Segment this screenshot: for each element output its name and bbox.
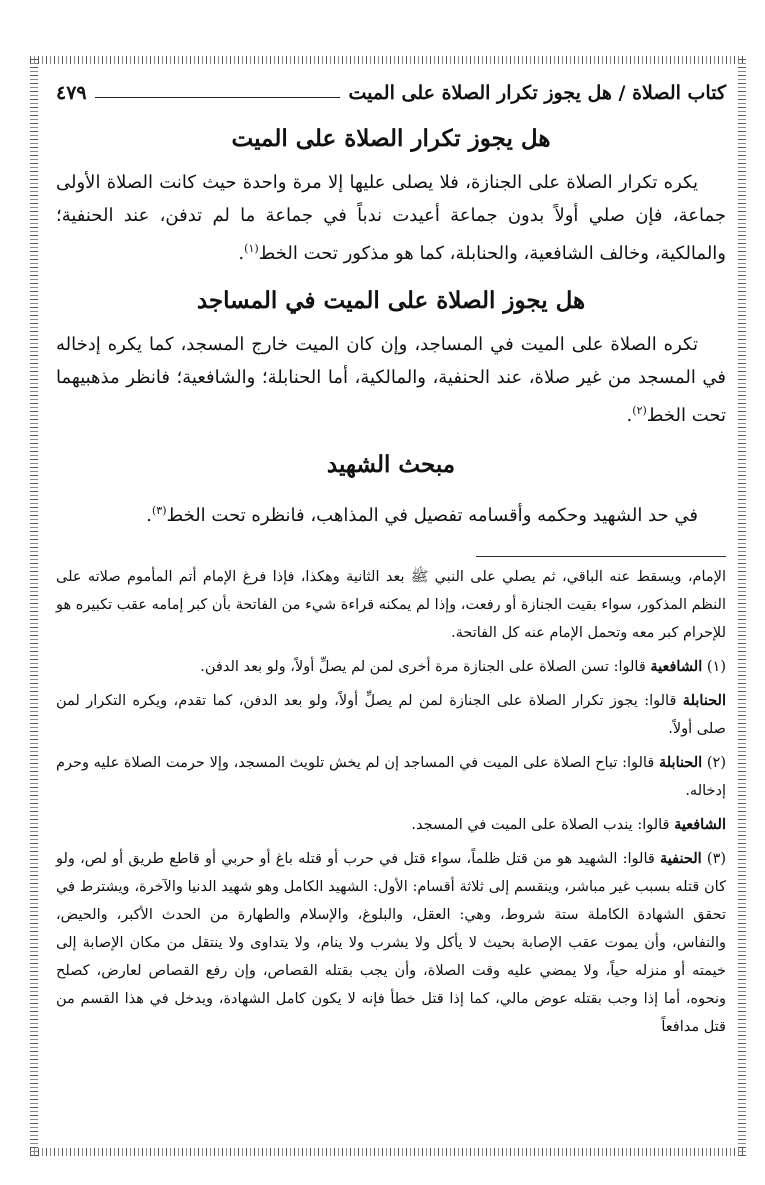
footnote-2 xyxy=(56,749,726,805)
ornamental-border-bottom xyxy=(30,1148,746,1156)
footnote-ref: (١) xyxy=(244,242,259,255)
section-body-repeat-prayer xyxy=(56,166,726,270)
end-mark: . xyxy=(238,243,245,264)
footnote-text: قالوا: يجوز تكرار الصلاة على الجنازة لمن لم يصلِّ أولاً، ولو بعد الدفن، كما تقدم، ويكره التكرار لمن صلى أولاً. xyxy=(56,693,726,737)
footnote-1b xyxy=(56,687,726,743)
footnote-text: قالوا: يندب الصلاة على الميت في المسجد. xyxy=(411,817,670,833)
end-mark: . xyxy=(626,405,633,426)
footnote-ref: (٣) xyxy=(151,504,167,517)
school-label: الشافعية xyxy=(650,658,703,675)
footnote-number: (٣) xyxy=(706,851,727,867)
running-title: كتاب الصلاة / هل يجوز تكرار الصلاة على الميت xyxy=(348,82,726,104)
page-content xyxy=(56,76,726,1041)
footnote-number: (٢) xyxy=(706,755,727,771)
footnote-text: قالوا: تسن الصلاة على الجنازة مرة أخرى لمن لم يصلِّ أولاً، ولو بعد الدفن. xyxy=(200,659,646,675)
running-header xyxy=(56,76,726,110)
footnote-text: قالوا: الشهيد هو من قتل ظلماً، سواء قتل في حرب أو قتله باغ أو حربي أو قاطع طريق أو لص، ولو كان قتله بسبب غير مباشر، وينقسم إلى ثلاثة أقسام: الأول: الشهيد الكامل وهو شهيد الدنيا والآخرة، ويشترط في تحقق الشهادة الكاملة ستة شروط، وهي: العقل، والبلوغ، والإسلام والطهارة من الحدث الأكبر، والحيض، والنفاس، وأن يموت عقب الإصابة بحيث لا يأكل ولا يشرب ولا ينام، ولا يتداوى ولا ينتقل من مكان الإصابة إلى خيمته أو منزله حياً، ولا يمضي عليه وقت الصلاة، وأن يجب بقتله القصاص، وإن رفع القصاص لعارض، كصلح ونحوه، أما إذا وجب بقتله عوض مالي، كما إذا قتل خطأ فإنه لا يكون كامل الشهادة، ويدخل في هذا القسم من قتل مدافعاً xyxy=(56,851,726,1035)
footnote-2b xyxy=(56,811,726,839)
ornamental-border-left xyxy=(30,56,38,1156)
school-label: الشافعية xyxy=(674,816,726,833)
school-label: الحنابلة xyxy=(658,754,703,771)
footnote-3 xyxy=(56,845,726,1041)
footnote-text: قالوا: تباح الصلاة على الميت في المساجد إن لم يخش تلويث المسجد، وإلا حرمت الصلاة عليه وحرم إدخاله. xyxy=(56,755,726,799)
end-mark: . xyxy=(146,505,152,526)
school-label: الحنفية xyxy=(660,850,702,867)
body-text: في حد الشهيد وحكمه وأقسامه تفصيل في المذاهب، فانظره تحت الخط xyxy=(166,505,698,526)
section-body-martyr xyxy=(56,494,726,532)
footnote-ref: (٢) xyxy=(632,404,647,417)
ornamental-border-right xyxy=(738,56,746,1156)
footnote-continuation: الإمام، ويسقط عنه الباقي، ثم يصلي على النبي ﷺ بعد الثانية وهكذا، فإذا فرغ الإمام أتم المأموم صلاته على النظم المذكور، سواء بقيت الجنازة أو رفعت، وإذا لم يمكنه قراءة شيء من الفاتحة بأن كبر إمامه عقب تكبيره هو للإحرام كبر معه وتحمل الإمام عنه كل الفاتحة. xyxy=(56,569,726,641)
school-label: الحنابلة xyxy=(682,692,727,709)
ornamental-border-top xyxy=(30,56,746,64)
section-heading-martyr: مبحث الشهيد xyxy=(326,451,456,478)
body-text: يكره تكرار الصلاة على الجنازة، فلا يصلى عليها إلا مرة واحدة حيث كانت الصلاة الأولى جماعة، فإن صلي أولاً بدون جماعة أعيدت ندباً في جماعة ما لم تدفن، عند الحنفية؛ والمالكية، وخالف الشافعية، والحنابلة، كما هو مذكور تحت الخط xyxy=(56,172,726,264)
footnote-1 xyxy=(56,653,726,681)
header-rule xyxy=(95,97,341,98)
footnote-separator xyxy=(56,556,726,557)
section-heading-mosque-prayer: هل يجوز الصلاة على الميت في المساجد xyxy=(196,287,586,314)
section-heading-repeat-prayer: هل يجوز تكرار الصلاة على الميت xyxy=(231,125,551,152)
section-body-mosque-prayer xyxy=(56,328,726,432)
footnote-number: (١) xyxy=(706,659,726,675)
page-number: ٤٧٩ xyxy=(56,82,87,104)
body-text: تكره الصلاة على الميت في المساجد، وإن كان الميت خارج المسجد، كما يكره إدخاله في المسجد من غير صلاة، عند الحنفية، والمالكية، أما الحنابلة؛ والشافعية؛ فانظر مذهبيهما تحت الخط xyxy=(56,334,726,426)
